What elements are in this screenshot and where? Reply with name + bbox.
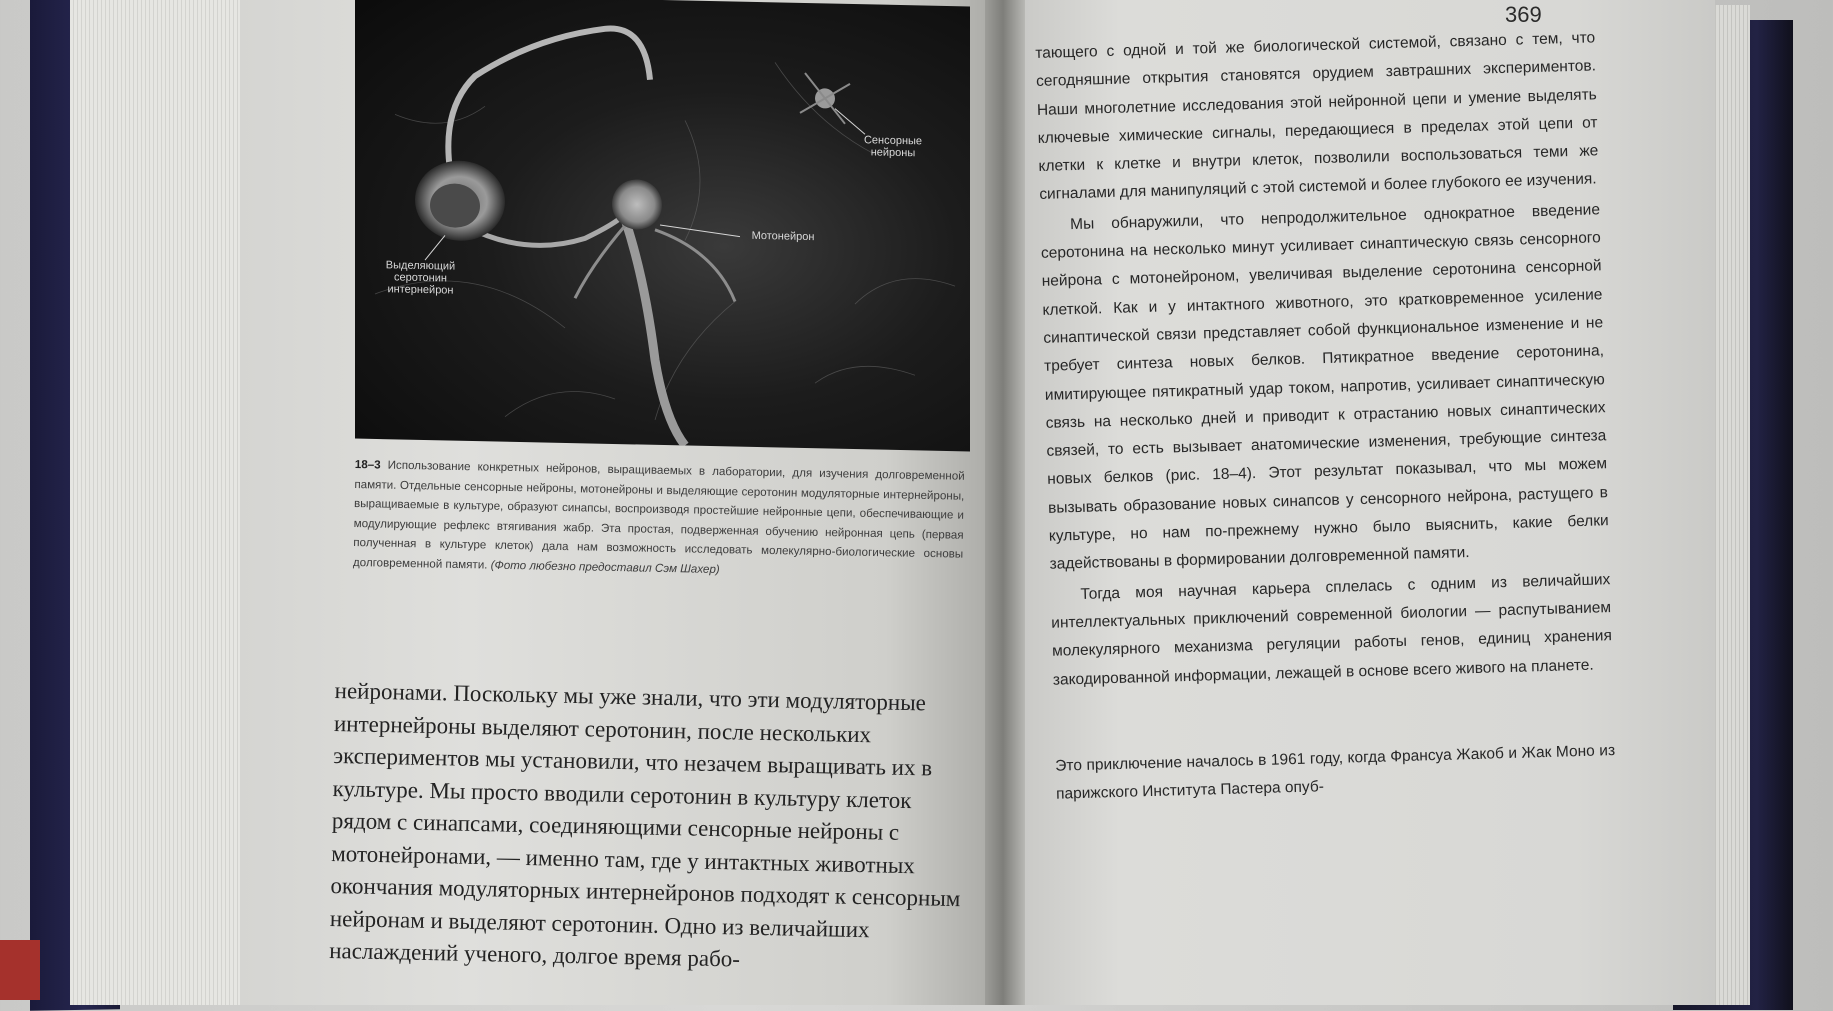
right-page-body — [1035, 24, 1616, 809]
caption-number: 18–3 — [354, 457, 381, 472]
neuron-drawing — [355, 0, 970, 451]
red-surface-corner — [0, 940, 40, 1000]
neuron-micrograph — [355, 0, 970, 451]
caption-credit: (Фото любезно предоставил Сэм Шахер) — [490, 558, 720, 576]
right-paragraph-3: Тогда моя научная карьера сплелась с одним из величайших интеллектуальных приключений современной биологии — распутыванием молекулярного механизма регуляции работы генов, единиц хранения закодированной информации, лежащей в основе всего живого на планете. — [1051, 570, 1613, 689]
label-interneuron: Выделяющий серотонин интернейрон — [385, 259, 456, 297]
right-paragraph-1: тающего с одной и той же биологической системой, связано с тем, что сегодняшние открытия становятся орудием завтрашних экспериментов. Наши многолетние исследования этой нейронной цепи и умение выделять ключевые химические сигналы, передающиеся в пределах этой цепи от клетки к клетке и внутри клеток, позволили воспользоваться теми же сигналами для манипуляций с этой системой и более глубокого ее изучения. — [1035, 29, 1599, 204]
book-gutter — [985, 0, 1025, 1005]
right-paragraph-4: Это приключение началось в 1961 году, когда Франсуа Жакоб и Жак Моно из парижского Института Пастера опуб- — [1055, 741, 1616, 803]
motoneuron-cell-body — [612, 179, 662, 230]
right-paragraph-2: Мы обнаружили, что непродолжительное однократное введение серотонина на несколько минут усиливает синаптическую связь сенсорного нейрона с мотонейроном, увеличивая выделение серотонина сенсорной клеткой. Как и у интактного животного, это кратковременное усиление синаптической связи представляет собой функциональное изменение и не требует синтеза новых белков. Пятикратное введение серотонина, имитирующее пятикратный удар током, напротив, усиливает синаптическую связь на несколько дней и приводит к отрастанию новых синаптических связей, то есть вызывает анатомические изменения, требующие синтеза новых белков (рис. 18–4). Этот результат показывал, что мы можем вызывать образование новых синапсов у сенсорного нейрона, растущего в культуре, но нам по-прежнему нужно было выяснить, какие белки задействованы в формировании долговременной памяти. — [1040, 201, 1609, 574]
page-number: 369 — [1505, 2, 1542, 27]
figure-caption — [353, 455, 965, 584]
left-page-body — [329, 675, 965, 981]
caption-text: Использование конкретных нейронов, выращиваемых в лаборатории, для изучения долговременной памяти. Отдельные сенсорные нейроны, мотонейроны и выделяющие серотонин модуляторные интернейроны, выращиваемые в культуре, образуют синапсы, воспроизводя простейшие нейронные цепи, обеспечивающие и модулирующие рефлекс втягивания жабр. Эта простая, подверженная обучению нейронная цепь (первая полученная в культуре клеток) дала нам возможность исследовать молекулярно-биологические основы долговременной памяти. — [352, 458, 965, 572]
page-edges-left — [70, 0, 260, 1005]
label-sensory-neurons: Сенсорные нейроны — [863, 134, 923, 160]
label-motoneuron: Мотонейрон — [751, 229, 815, 244]
left-paragraph: нейронами. Поскольку мы уже знали, что эти модуляторные интернейроны выделяют серотонин, после нескольких экспериментов мы установили, что незачем выращивать их в культуре. Мы просто вводили серотонин в культуру клеток рядом с синапсами, соединяющими сенсорные нейроны с мотонейронами, — именно там, где у интактных животных окончания модуляторных интернейронов подходят к сенсорным нейронам и выделяют серотонин. Одно из величайших наслаждений ученого, долгое время рабо- — [328, 677, 961, 972]
